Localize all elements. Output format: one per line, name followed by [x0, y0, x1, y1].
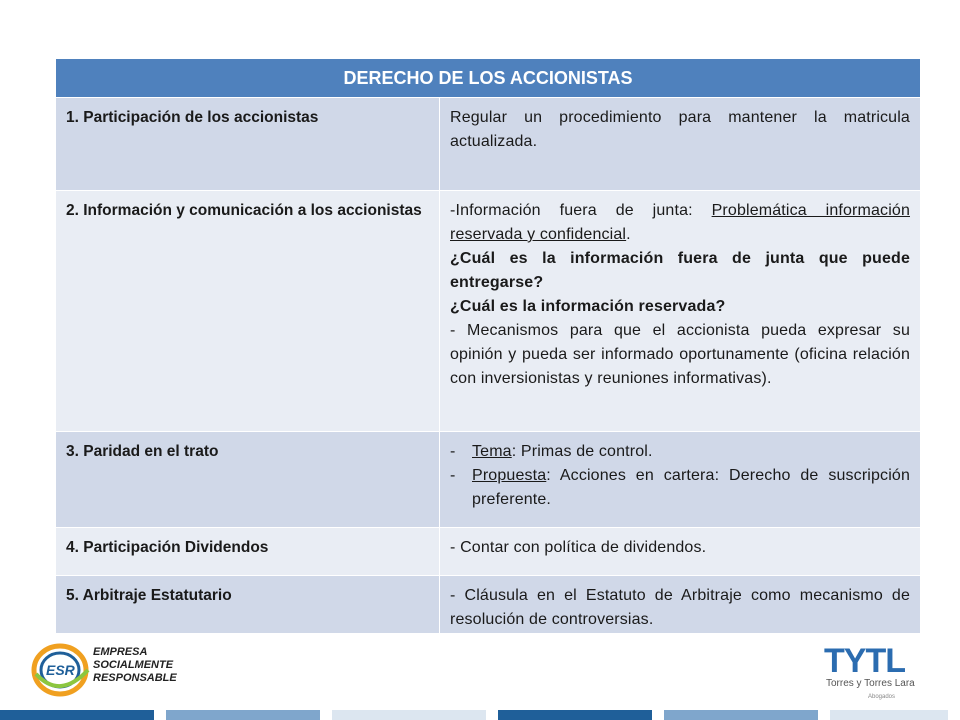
table-row [56, 528, 921, 576]
esr-line-1: EMPRESA [93, 646, 148, 658]
info-underlined-text: Problemática información reservada y confidencial [450, 202, 910, 243]
list-dash: - [450, 443, 456, 460]
footer-segment [498, 710, 652, 720]
item-keyword: Propuesta [472, 467, 547, 484]
item-text: : Acciones en cartera: Derecho de suscripción preferente. [472, 467, 910, 508]
table-title: DERECHO DE LOS ACCIONISTAS [56, 59, 921, 98]
esr-line-2: SOCIALMENTE [93, 659, 174, 671]
footer-segment [166, 710, 320, 720]
row-label: 2. Información y comunicación a los accionistas [56, 191, 440, 432]
footer-segment [664, 710, 818, 720]
esr-logo-text [93, 646, 177, 685]
tytl-name: Torres y Torres Lara [826, 678, 915, 689]
rights-table [55, 58, 920, 634]
row-value: Regular un procedimiento para mantener la matricula actualizada. [440, 98, 921, 191]
footer-segment [0, 710, 154, 720]
row-value [440, 432, 921, 528]
table-header-row [56, 59, 921, 98]
row-label: 3. Paridad en el trato [56, 432, 440, 528]
item-text: : Primas de control. [511, 443, 653, 460]
list-dash: - [450, 467, 456, 484]
table-row [56, 576, 921, 634]
info-text-end: . [626, 226, 631, 243]
footer-segment [830, 710, 948, 720]
row-value: - Cláusula en el Estatuto de Arbitraje como mecanismo de resolución de controversias. [440, 576, 921, 634]
table-row [56, 191, 921, 432]
footer-segment [332, 710, 486, 720]
row-label: 1. Participación de los accionistas [56, 98, 440, 191]
row-label: 5. Arbitraje Estatutario [56, 576, 440, 634]
row-value [440, 191, 921, 432]
table-row [56, 432, 921, 528]
question-2: ¿Cuál es la información reservada? [450, 298, 726, 315]
tytl-logo [820, 640, 940, 705]
table-row [56, 98, 921, 191]
row-value: - Contar con política de dividendos. [440, 528, 921, 576]
esr-line-3: RESPONSABLE [93, 672, 177, 684]
item-keyword: Tema [472, 443, 512, 460]
list-item [450, 464, 910, 512]
list-item [450, 440, 910, 464]
row-label: 4. Participación Dividendos [56, 528, 440, 576]
tytl-sub: Abogados [868, 694, 896, 700]
mechanisms-text: - Mecanismos para que el accionista pueda expresar su opinión y pueda ser informado oportunamente (oficina relación con inversionistas y reuniones informativas). [450, 322, 910, 387]
tytl-mark: TYTL [824, 642, 905, 680]
esr-mark: ESR [46, 662, 75, 678]
footer-bar [0, 710, 960, 720]
info-text: -Información fuera de junta: [450, 202, 712, 219]
question-1: ¿Cuál es la información fuera de junta que puede entregarse? [450, 250, 910, 291]
